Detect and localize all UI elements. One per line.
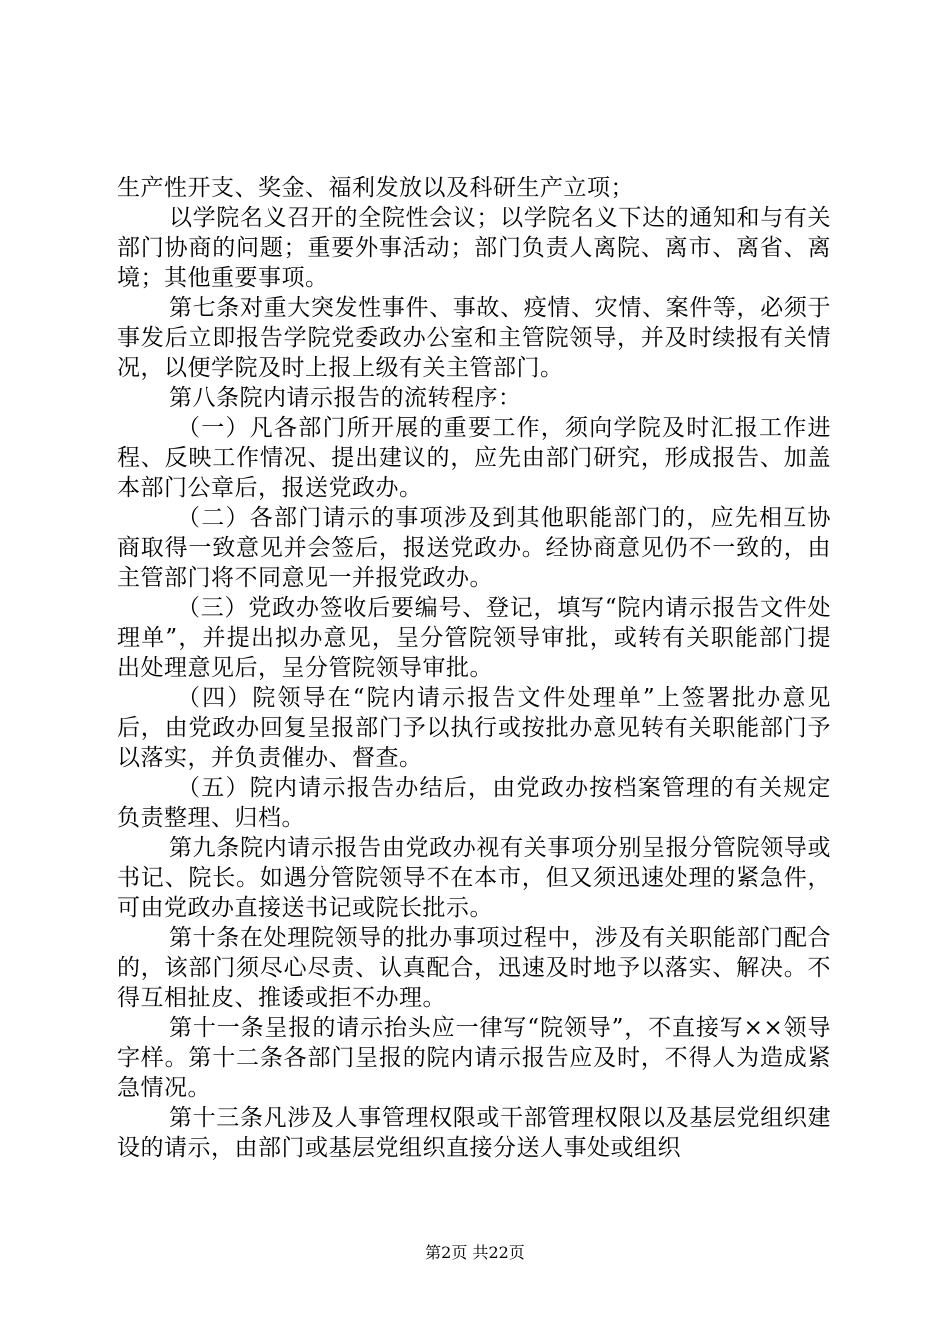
paragraph-8: （四）院领导在“院内请示报告文件处理单”上签署批办意见后，由党政办回复呈报部门予以执行或按批办意见转有关职能部门予以落实，并负责催办、督查。 <box>117 685 831 771</box>
page-indicator: 第2页 共22页 <box>425 1243 525 1262</box>
paragraph-7: （三）党政办签收后要编号、登记，填写“院内请示报告文件处理单”，并提出拟办意见，呈分管院领导审批，或转有关职能部门提出处理意见后，呈分管院领导审批。 <box>117 595 831 681</box>
paragraph-10: 第九条院内请示报告由党政办视有关事项分别呈报分管院领导或书记、院长。如遇分管院领导不在本市，但又须迅速处理的紧急件，可由党政办直接送书记或院长批示。 <box>117 835 831 921</box>
paragraph-13: 第十三条凡涉及人事管理权限或干部管理权限以及基层党组织建设的请示，由部门或基层党组织直接分送人事处或组织 <box>117 1105 831 1161</box>
paragraph-4: 第八条院内请示报告的流转程序： <box>169 385 522 411</box>
paragraph-12: 第十一条呈报的请示抬头应一律写“院领导”，不直接写××领导字样。第十二条各部门呈报的院内请示报告应及时，不得人为造成紧急情况。 <box>117 1015 831 1101</box>
paragraph-1: 生产性开支、奖金、福利发放以及科研生产立项； <box>117 175 634 201</box>
paragraph-11: 第十条在处理院领导的批办事项过程中，涉及有关职能部门配合的，该部门须尽心尽责、认真配合，迅速及时地予以落实、解决。不得互相扯皮、推诿或拒不办理。 <box>117 925 831 1011</box>
paragraph-9: （五）院内请示报告办结后，由党政办按档案管理的有关规定负责整理、归档。 <box>117 775 831 831</box>
paragraph-5: （一）凡各部门所开展的重要工作，须向学院及时汇报工作进程、反映工作情况、提出建议的，应先由部门研究，形成报告、加盖本部门公章后，报送党政办。 <box>117 415 831 501</box>
paragraph-3: 第七条对重大突发性事件、事故、疫情、灾情、案件等，必须于事发后立即报告学院党委政办公室和主管院领导，并及时续报有关情况，以便学院及时上报上级有关主管部门。 <box>117 295 831 381</box>
page-footer <box>0 1243 950 1263</box>
paragraph-6: （二）各部门请示的事项涉及到其他职能部门的，应先相互协商取得一致意见并会签后，报送党政办。经协商意见仍不一致的，由主管部门将不同意见一并报党政办。 <box>117 505 831 591</box>
document-body <box>117 173 831 1163</box>
paragraph-2: 以学院名义召开的全院性会议；以学院名义下达的通知和与有关部门协商的问题；重要外事活动；部门负责人离院、离市、离省、离境；其他重要事项。 <box>117 205 831 291</box>
